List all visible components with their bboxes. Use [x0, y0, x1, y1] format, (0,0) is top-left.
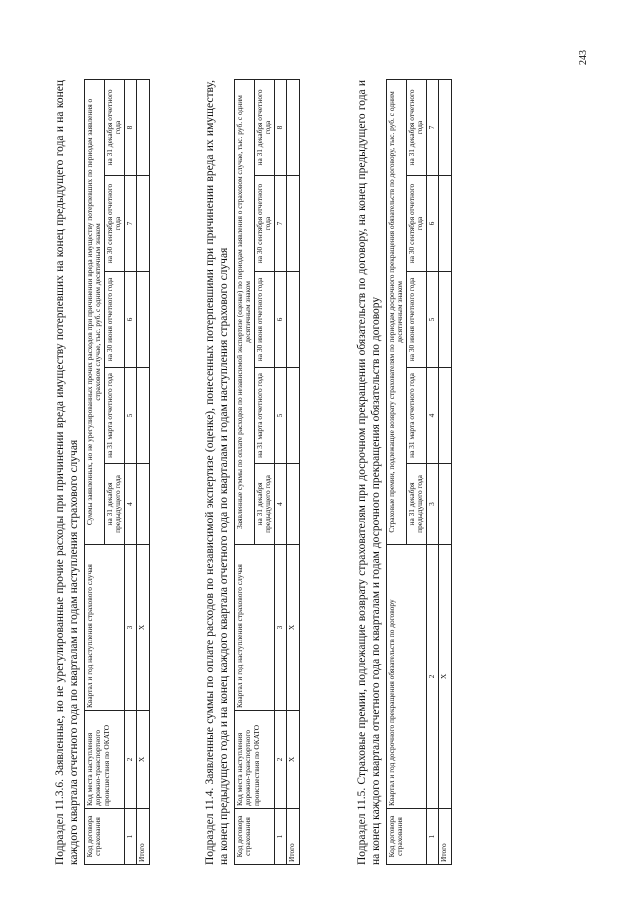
total-label: Итого — [438, 809, 451, 865]
x-marker: X — [286, 711, 299, 809]
period-header: на 31 декабря предыдущего года — [254, 464, 274, 545]
period-header: на 30 сентября отчетного года — [104, 176, 124, 272]
period-header: на 31 декабря предыдущего года — [104, 464, 124, 545]
period-header: на 30 июня отчетного года — [406, 272, 426, 368]
col-header-contract-code: Код договора страхования — [387, 809, 427, 865]
table-cell — [438, 464, 451, 545]
column-index: 1 — [426, 809, 438, 865]
premium-refund-table — [386, 79, 452, 865]
col-group-header: Заявленные суммы по оплате расходов по независимой экспертизе (оценке) по периодам заявления о страховом случае, тыс. руб. с одним десятичным знаком — [235, 79, 255, 544]
independent-expertise-table — [234, 79, 300, 865]
table-cell — [136, 79, 149, 175]
column-index: 3 — [426, 464, 438, 545]
table-cell — [438, 79, 451, 175]
column-index: 1 — [124, 809, 136, 865]
col-header-quarter: Квартал и год наступления страхового случая — [85, 545, 125, 711]
col-header-quarter: Квартал и год наступления страхового случая — [235, 545, 275, 711]
column-index: 3 — [124, 545, 136, 711]
table-cell — [438, 176, 451, 272]
column-index: 7 — [426, 79, 438, 175]
period-header: на 30 июня отчетного года — [254, 272, 274, 368]
section-heading: Подраздел 11.3.6. Заявленные, но не урегулированные прочие расходы при причинении вреда имуществу потерпевших на конец предыдущего года и на конец каждого квартала отчетного года по кварталам и годам наступления страхового случая — [54, 80, 80, 865]
col-header-contract-code: Код договора страхования — [235, 809, 275, 865]
period-header: на 31 декабря отчетного года — [406, 79, 426, 175]
column-index: 5 — [274, 368, 286, 464]
col-group-header: Суммы заявленных, но не урегулированных прочих расходов при причинении вреда имуществу потерпевших по периодам заявления о страховом случае, тыс. руб. с одним десятичным знаком — [85, 79, 105, 544]
col-header-okato-code: Код места наступления дорожно-транспортного происшествия по ОКАТО — [235, 711, 275, 809]
column-index: 5 — [124, 368, 136, 464]
section-11-4 — [203, 80, 300, 865]
column-index: 3 — [274, 545, 286, 711]
total-label: Итого — [286, 809, 299, 865]
column-index: 8 — [124, 79, 136, 175]
column-index: 2 — [274, 711, 286, 809]
col-header-contract-code: Код договора страхования — [85, 809, 125, 865]
column-index: 6 — [274, 272, 286, 368]
claims-other-expenses-table — [84, 79, 150, 865]
x-marker: X — [136, 711, 149, 809]
column-index: 6 — [426, 176, 438, 272]
period-header: на 31 декабря предыдущего года — [406, 464, 426, 545]
section-11-3-6 — [53, 80, 150, 865]
section-heading: Подраздел 11.5. Страховые премии, подлежащие возврату страхователям при досрочном прекращении обязательств по договору, на конец предыдущего года и на конец каждого квартала отчетного года по кварталам и годам досрочного прекращения обязательств по договору — [356, 80, 382, 865]
page-number: 243 — [578, 50, 589, 65]
table-cell — [286, 79, 299, 175]
period-header: на 31 марта отчетного года — [406, 368, 426, 464]
table-cell — [286, 464, 299, 545]
period-header: на 31 марта отчетного года — [254, 368, 274, 464]
table-cell — [136, 176, 149, 272]
total-row — [136, 79, 149, 864]
col-header-termination-quarter: Квартал и год досрочного прекращения обязательств по договору — [387, 545, 427, 809]
table-cell — [438, 368, 451, 464]
table-cell — [136, 272, 149, 368]
total-label: Итого — [136, 809, 149, 865]
period-header: на 31 марта отчетного года — [104, 368, 124, 464]
col-group-header: Страховые премии, подлежащие возврату страхователям по периодам досрочного прекращения обязательств по договору, тыс. руб. с одним десятичным знаком — [387, 79, 407, 544]
column-index: 4 — [124, 464, 136, 545]
period-header: на 31 декабря отчетного года — [104, 79, 124, 175]
column-index: 2 — [426, 545, 438, 809]
column-index: 4 — [426, 368, 438, 464]
x-marker: X — [438, 545, 451, 809]
column-index: 6 — [124, 272, 136, 368]
column-index: 7 — [124, 176, 136, 272]
table-cell — [286, 368, 299, 464]
col-header-okato-code: Код места наступления дорожно-транспортного происшествия по ОКАТО — [85, 711, 125, 809]
column-index: 2 — [124, 711, 136, 809]
x-marker: X — [286, 545, 299, 711]
table-cell — [438, 272, 451, 368]
column-index: 1 — [274, 809, 286, 865]
column-index: 7 — [274, 176, 286, 272]
x-marker: X — [136, 545, 149, 711]
period-header: на 31 декабря отчетного года — [254, 79, 274, 175]
table-cell — [136, 368, 149, 464]
table-cell — [286, 272, 299, 368]
period-header: на 30 сентября отчетного года — [254, 176, 274, 272]
table-cell — [286, 176, 299, 272]
table-cell — [136, 464, 149, 545]
section-11-5 — [355, 80, 452, 865]
column-index: 4 — [274, 464, 286, 545]
section-heading: Подраздел 11.4. Заявленные суммы по оплате расходов по независимой экспертизе (оценке), понесенных потерпевшими при причинении вреда их имуществу, на конец предыдущего года и на конец каждого квартала отчетного года по кварталам и годам наступления страхового случая — [204, 80, 230, 865]
total-row — [438, 79, 451, 864]
period-header: на 30 июня отчетного года — [104, 272, 124, 368]
column-index: 5 — [426, 272, 438, 368]
total-row — [286, 79, 299, 864]
column-index: 8 — [274, 79, 286, 175]
period-header: на 30 сентября отчетного года — [406, 176, 426, 272]
